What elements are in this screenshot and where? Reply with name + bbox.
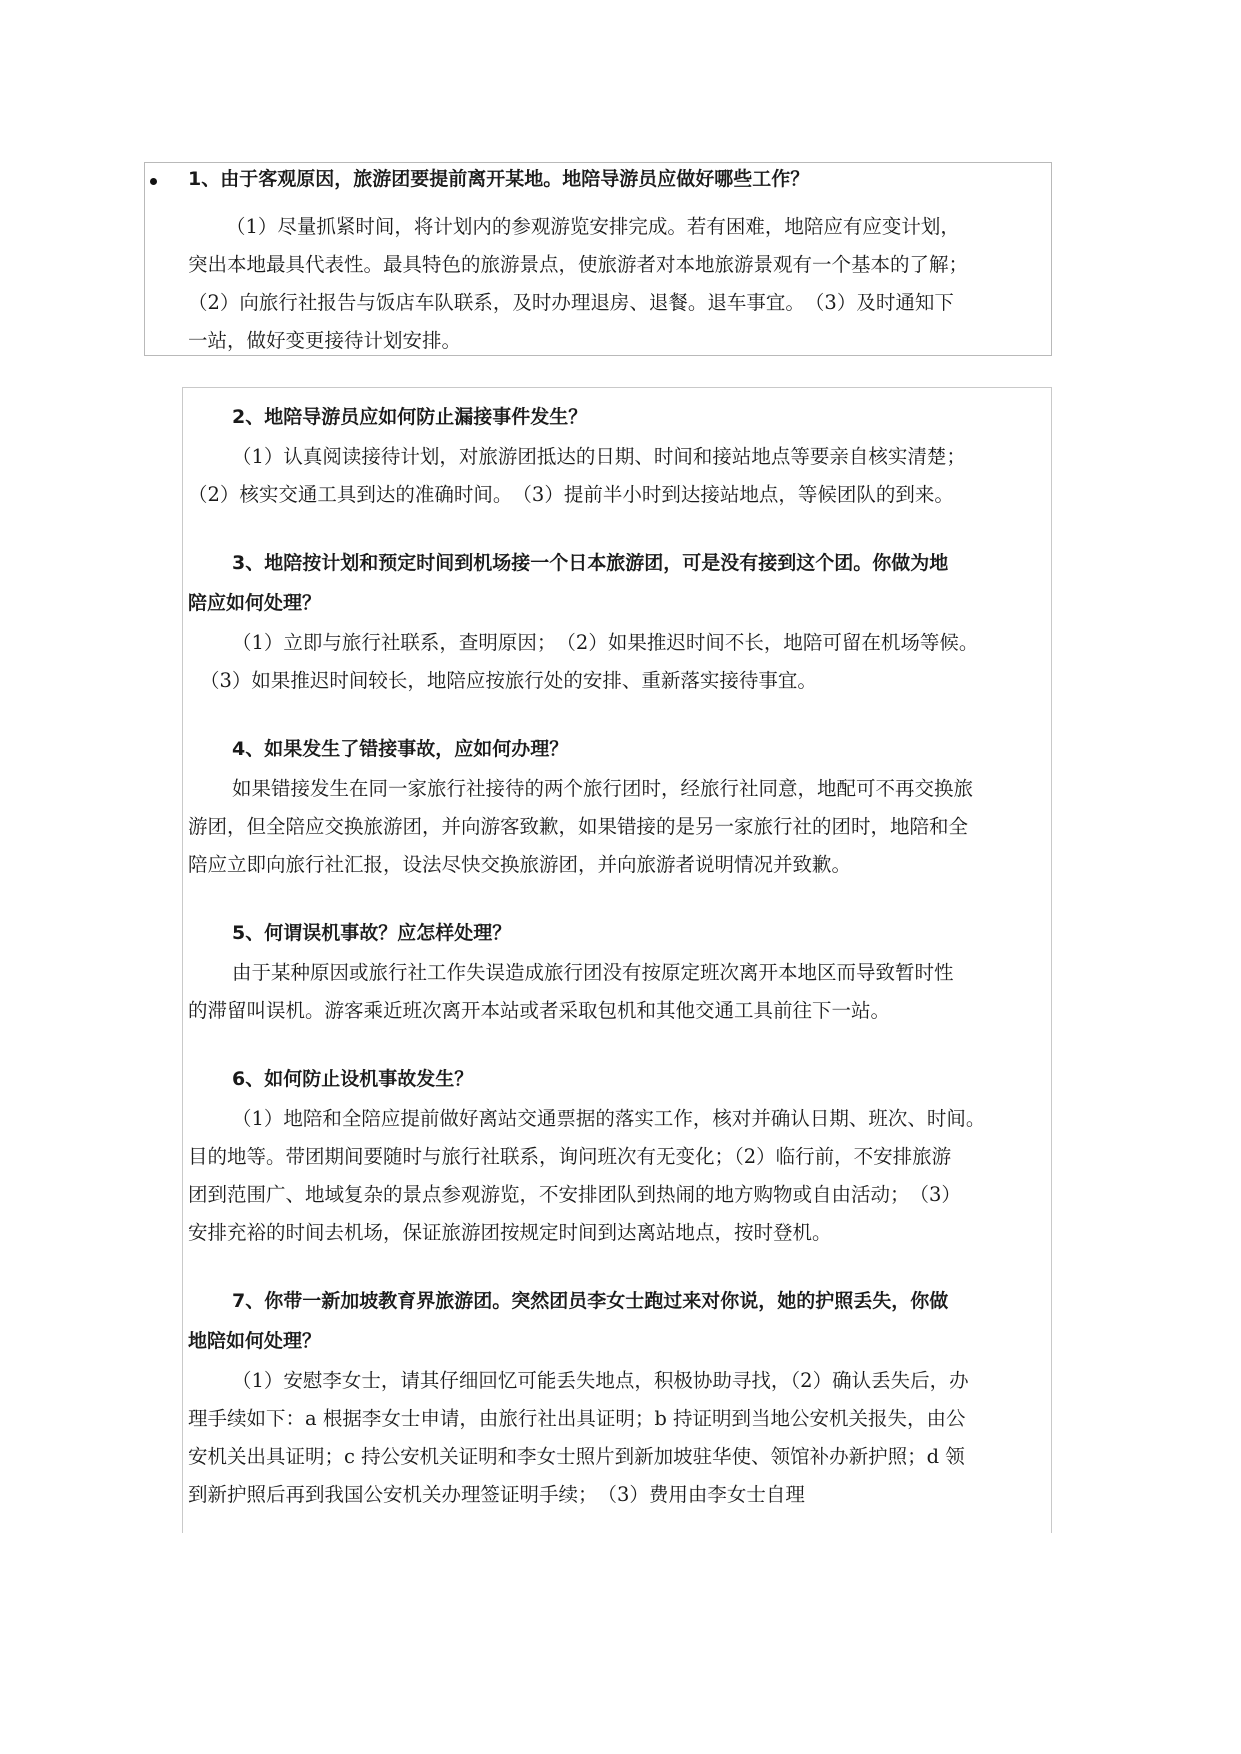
question-1-title: 1、由于客观原因，旅游团要提前离开某地。地陪导游员应做好哪些工作？: [188, 168, 810, 190]
question-2-title: 2、地陪导游员应如何防止漏接事件发生？: [232, 406, 588, 428]
answer-7-line-1: （1）安慰李女士，请其仔细回忆可能丢失地点，积极协助寻找，（2）确认丢失后，办: [232, 1369, 969, 1392]
answer-3-line-2: （3）如果推迟时间较长，地陪应按旅行处的安排、重新落实接待事宜。: [200, 669, 817, 692]
answer-5-line-2: 的滞留叫误机。游客乘近班次离开本站或者采取包机和其他交通工具前往下一站。: [188, 999, 891, 1022]
answer-4-line-2: 游团，但全陪应交换旅游团，并向游客致歉，如果错接的是另一家旅行社的团时，地陪和全: [188, 815, 969, 838]
answer-4-line-3: 陪应立即向旅行社汇报，设法尽快交换旅游团，并向旅游者说明情况并致歉。: [188, 853, 852, 876]
answer-6-line-1: （1）地陪和全陪应提前做好离站交通票据的落实工作，核对并确认日期、班次、时间。: [232, 1107, 986, 1130]
answer-2-line-2: （2）核实交通工具到达的准确时间。 （3）提前半小时到达接站地点，等候团队的到来。: [188, 483, 954, 506]
answer-7-line-4: 到新护照后再到我国公安机关办理签证明手续； （3）费用由李女士自理: [188, 1483, 805, 1506]
answer-7-line-3: 安机关出具证明；c 持公安机关证明和李女士照片到新加坡驻华使、领馆补办新护照；d 领: [188, 1445, 965, 1468]
bullet-dot-icon: [150, 178, 157, 185]
answer-6-line-4: 安排充裕的时间去机场，保证旅游团按规定时间到达离站地点，按时登机。: [188, 1221, 832, 1244]
answer-4-line-1: 如果错接发生在同一家旅行社接待的两个旅行团时，经旅行社同意，地配可不再交换旅: [232, 777, 974, 800]
answer-3-line-1: （1）立即与旅行社联系，查明原因； （2）如果推迟时间不长，地陪可留在机场等候。: [232, 631, 979, 654]
question-7-title-line-1: 7、你带一新加坡教育界旅游团。突然团员李女士跑过来对你说，她的护照丢失，你做: [232, 1290, 949, 1312]
question-4-title: 4、如果发生了错接事故，应如何办理？: [232, 738, 569, 760]
answer-7-line-2: 理手续如下：a 根据李女士申请，由旅行社出具证明；b 持证明到当地公安机关报失，由公: [188, 1407, 966, 1430]
answer-6-line-2: 目的地等。带团期间要随时与旅行社联系，询问班次有无变化；（2）临行前，不安排旅游: [188, 1145, 952, 1168]
answer-1-line-2: 突出本地最具代表性。最具特色的旅游景点，使旅游者对本地旅游景观有一个基本的了解；: [188, 253, 969, 276]
question-7-title-line-2: 地陪如何处理？: [188, 1330, 322, 1352]
answer-1-line-1: （1）尽量抓紧时间，将计划内的参观游览安排完成。若有困难，地陪应有应变计划，: [226, 215, 960, 238]
question-5-title: 5、何谓误机事故？应怎样处理？: [232, 922, 512, 944]
question-3-title-line-2: 陪应如何处理？: [188, 592, 322, 614]
answer-5-line-1: 由于某种原因或旅行社工作失误造成旅行团没有按原定班次离开本地区而导致暂时性: [232, 961, 954, 984]
question-3-title-line-1: 3、地陪按计划和预定时间到机场接一个日本旅游团，可是没有接到这个团。你做为地: [232, 552, 949, 574]
answer-2-line-1: （1）认真阅读接待计划，对旅游团抵达的日期、时间和接站地点等要亲自核实清楚；: [232, 445, 966, 468]
question-6-title: 6、如何防止设机事故发生？: [232, 1068, 474, 1090]
answer-1-line-3: （2）向旅行社报告与饭店车队联系，及时办理退房、退餐。退车事宜。 （3）及时通知下: [188, 291, 954, 314]
answer-1-line-4: 一站，做好变更接待计划安排。: [188, 329, 462, 352]
answer-6-line-3: 团到范围广、地域复杂的景点参观游览，不安排团队到热闹的地方购物或自由活动； （3）: [188, 1183, 961, 1206]
